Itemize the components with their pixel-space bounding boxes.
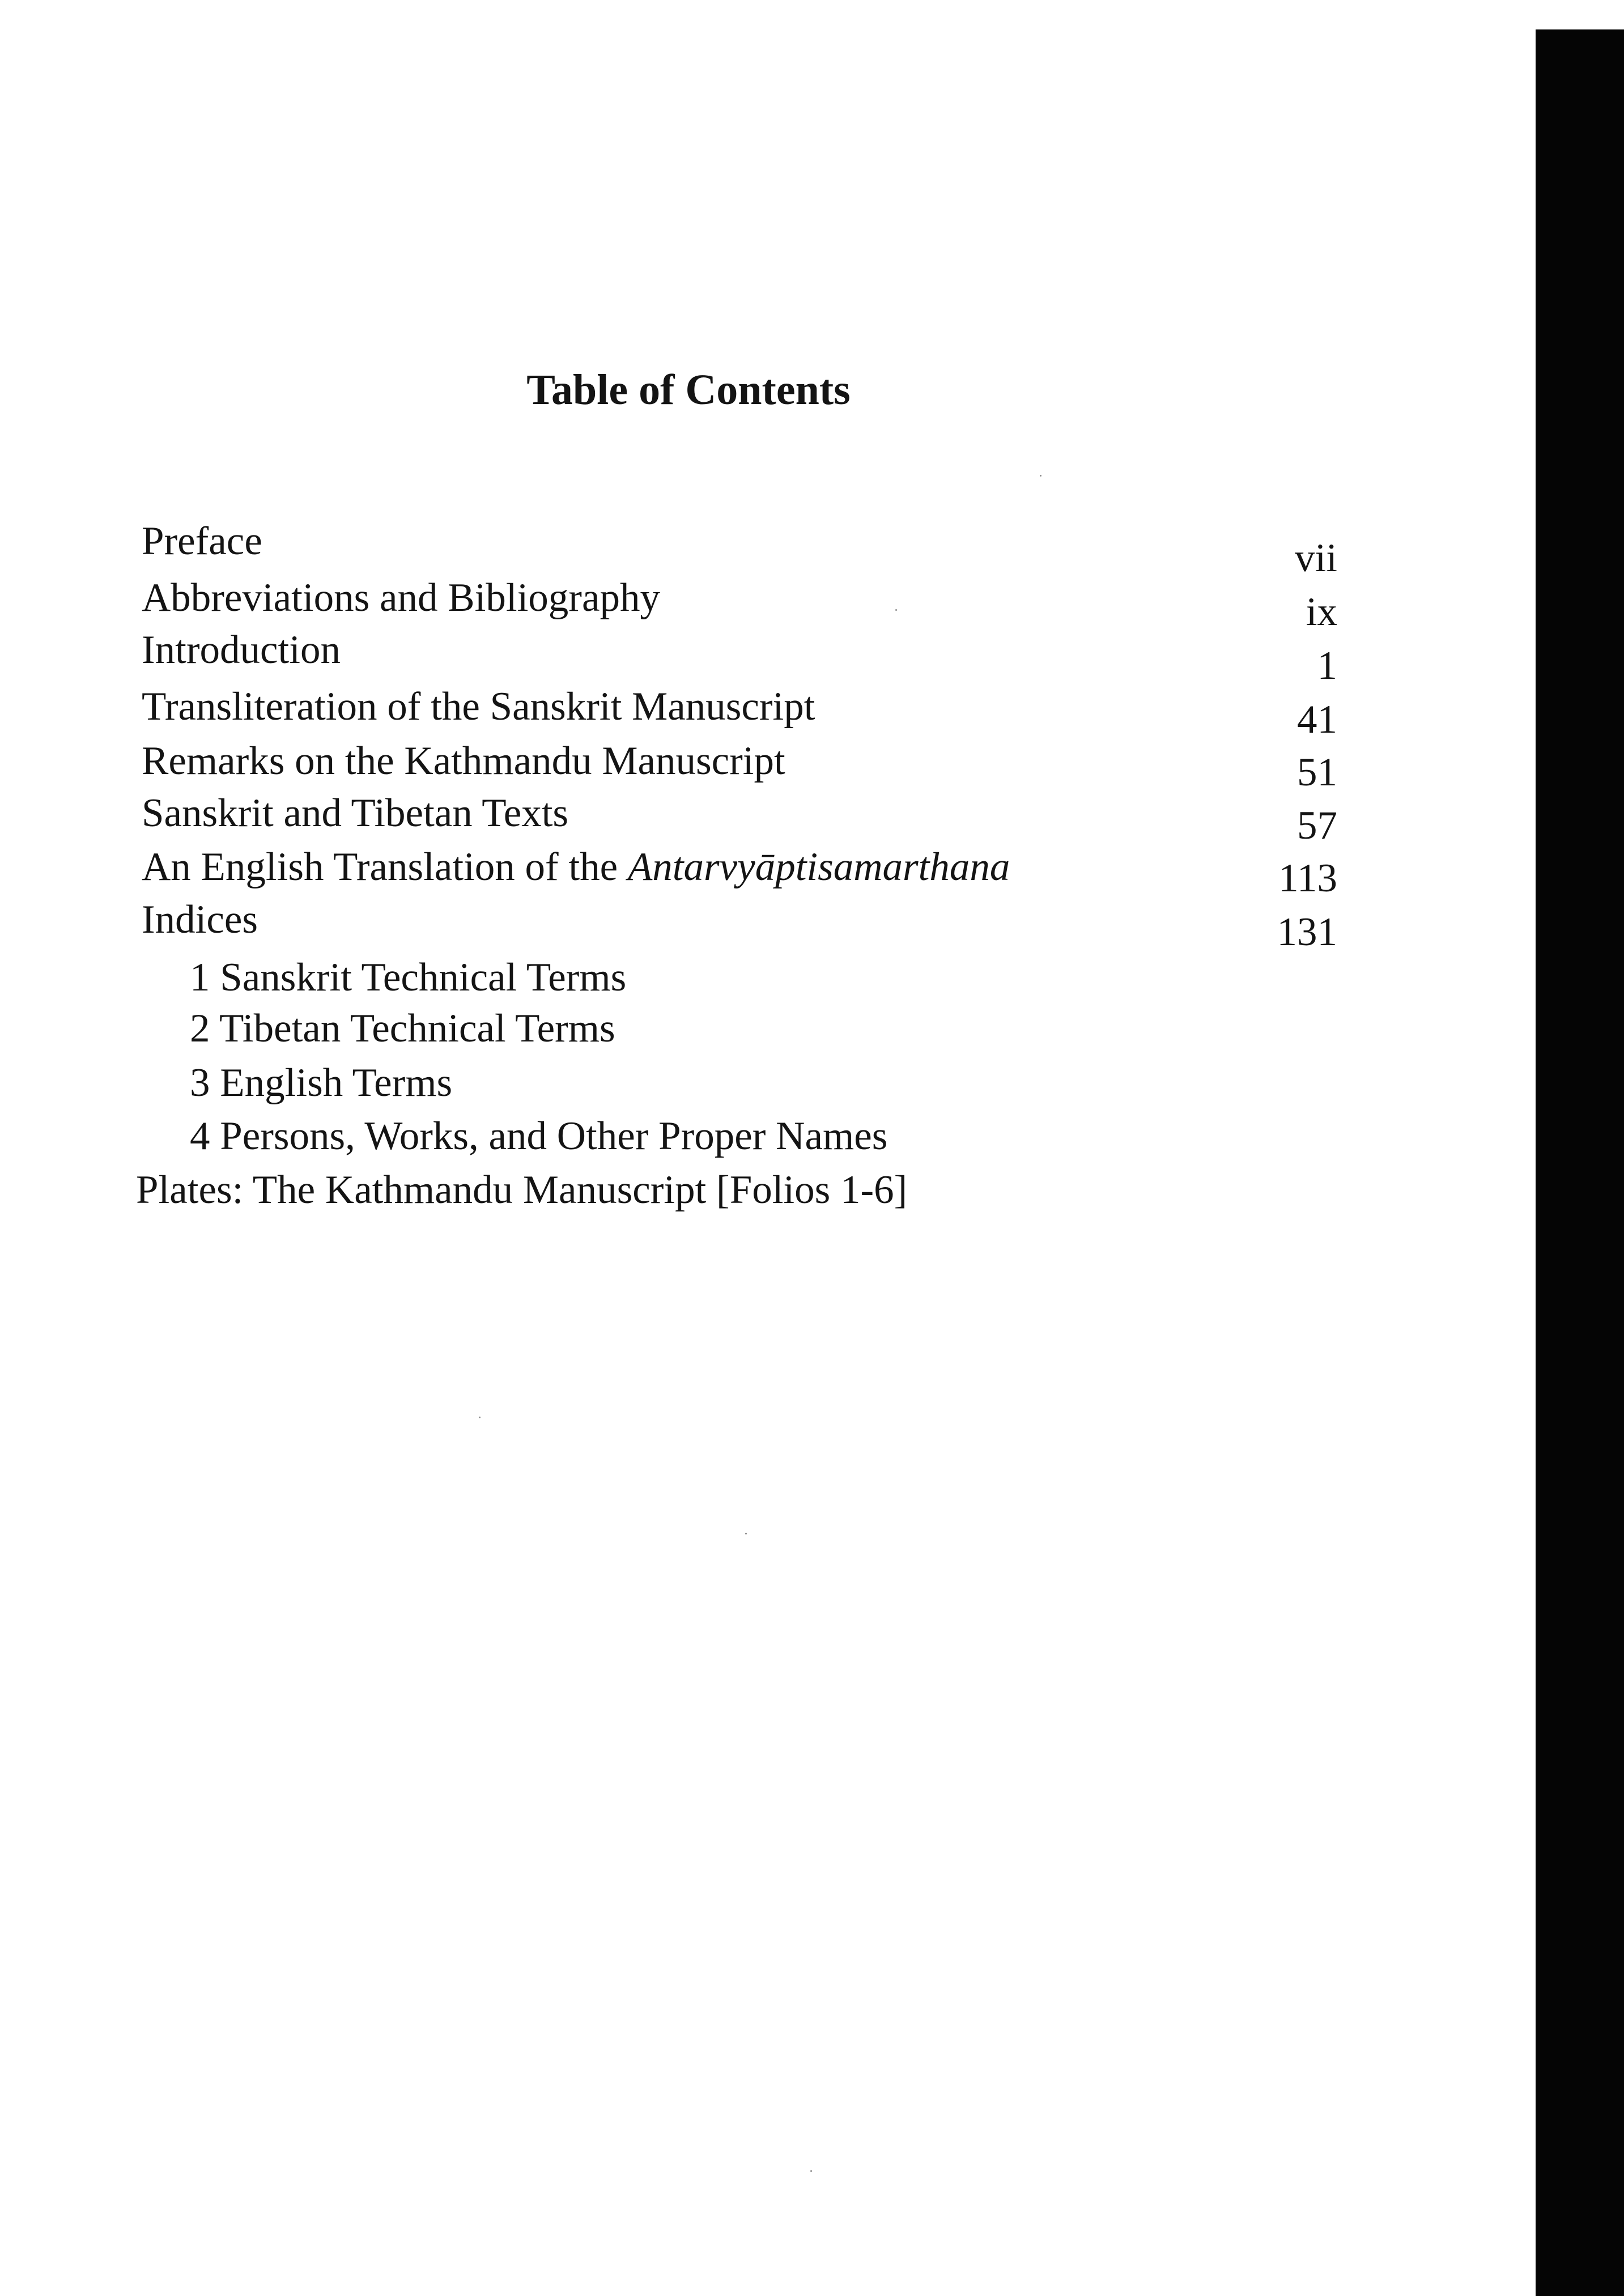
- toc-entry-remarks: Remarks on the Kathmandu Manuscript: [142, 739, 785, 783]
- toc-subentry-sanskrit-terms: 1 Sanskrit Technical Terms: [190, 955, 627, 1000]
- toc-page-abbreviations: ix: [1306, 590, 1337, 634]
- toc-page-texts: 57: [1297, 803, 1337, 848]
- scan-speck: [479, 1417, 481, 1418]
- toc-entry-abbreviations: Abbreviations and Bibliography: [142, 576, 660, 620]
- toc-subentry-english-terms: 3 English Terms: [190, 1061, 453, 1105]
- toc-page-transliteration: 41: [1297, 698, 1337, 742]
- toc-entry-translation-label: An English Translation of the: [142, 845, 628, 889]
- toc-entry-texts: Sanskrit and Tibetan Texts: [142, 791, 569, 835]
- toc-page-introduction: 1: [1317, 644, 1337, 688]
- scan-speck: [810, 2170, 812, 2172]
- scan-speck: [895, 609, 897, 611]
- page-title: Table of Contents: [526, 366, 851, 414]
- toc-page-remarks: 51: [1297, 750, 1337, 794]
- toc-entry-translation: [142, 847, 1010, 887]
- toc-page-preface: vii: [1295, 536, 1337, 580]
- toc-subentry-tibetan-terms: 2 Tibetan Technical Terms: [190, 1006, 615, 1051]
- scan-speck: [745, 1533, 747, 1534]
- toc-page-indices: 131: [1277, 910, 1337, 954]
- toc-entry-introduction: Introduction: [142, 628, 341, 672]
- scan-speck: [1040, 475, 1041, 477]
- toc-page-translation: 113: [1278, 856, 1337, 900]
- toc-entry-transliteration: Transliteration of the Sanskrit Manuscript: [142, 684, 815, 729]
- toc-entry-indices: Indices: [142, 898, 258, 942]
- toc-entry-translation-title: Antarvyāptisamarthana: [627, 845, 1010, 889]
- toc-entry-preface: Preface: [142, 519, 262, 563]
- scan-edge-shadow: [1536, 29, 1624, 2296]
- toc-subentry-proper-names: 4 Persons, Works, and Other Proper Names: [190, 1114, 888, 1158]
- toc-entry-plates: Plates: The Kathmandu Manuscript [Folios 1-6]: [136, 1168, 908, 1212]
